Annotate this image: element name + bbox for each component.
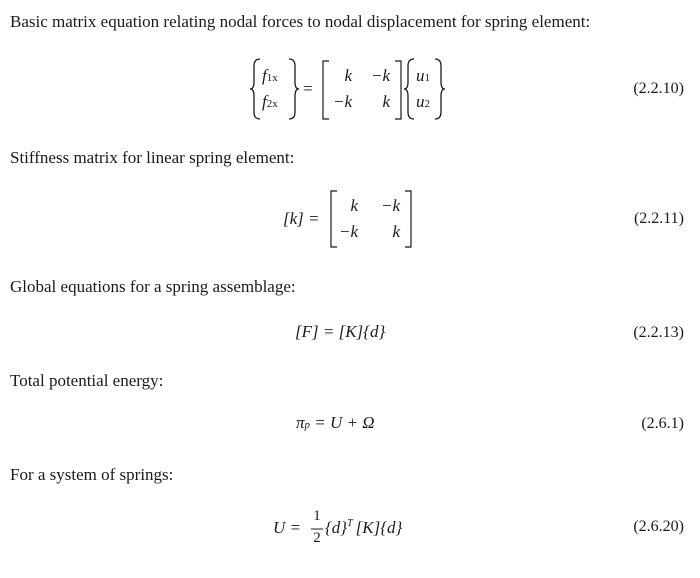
stiffness-cell-22: k [392,222,400,241]
energy-lhs: U = [273,518,301,537]
fraction-denominator: 2 [313,530,321,546]
equation-number-2-6-1: (2.6.1) [641,415,684,432]
left-displacement-brace [404,58,416,120]
force-f2x: f2x [262,92,278,111]
equation-number-2-2-10: (2.2.10) [633,80,684,97]
intro-line-2: Stiffness matrix for linear spring element: [10,148,295,167]
stiffness-cell-11: k [350,196,358,215]
matrix-left-bracket [322,60,330,120]
stiffness-lhs: [k] = [283,209,320,228]
left-force-brace [250,58,262,120]
intro-line-4: Total potential energy: [10,371,164,390]
fraction-numerator: 1 [313,508,321,524]
stiffness-cell-12: −k [380,196,400,215]
right-displacement-brace [433,58,445,120]
matrix-cell-22: k [382,92,390,111]
displacement-u2: u2 [416,92,430,111]
matrix-cell-21: −k [332,92,352,111]
pi-symbol: π [296,413,305,432]
equation-number-2-2-11: (2.2.11) [633,210,684,227]
equation-2-2-13: [F] = [K]{d} [295,322,386,341]
equation-2-6-1: πp = U + Ω [296,413,375,432]
matrix-right-bracket [394,60,402,120]
equals-sign: = [303,79,313,98]
equation-number-2-2-13: (2.2.13) [633,324,684,341]
right-force-brace [287,58,299,120]
stiffness-cell-21: −k [338,222,358,241]
force-f1x: f1x [262,66,278,85]
matrix-cell-12: −k [370,66,390,85]
displacement-u1: u1 [416,66,430,85]
energy-rhs: = U + Ω [314,413,375,432]
intro-line-3: Global equations for a spring assemblage: [10,277,296,296]
equation-number-2-6-20: (2.6.20) [633,518,684,535]
energy-rhs-terms: $\{d\}^T$ [K]{d} [325,518,403,537]
matrix-cell-11: k [344,66,352,85]
stiffness-right-bracket [404,190,412,248]
intro-line-1: Basic matrix equation relating nodal forces to nodal displacement for spring element: [10,12,591,31]
intro-line-5: For a system of springs: [10,465,174,484]
